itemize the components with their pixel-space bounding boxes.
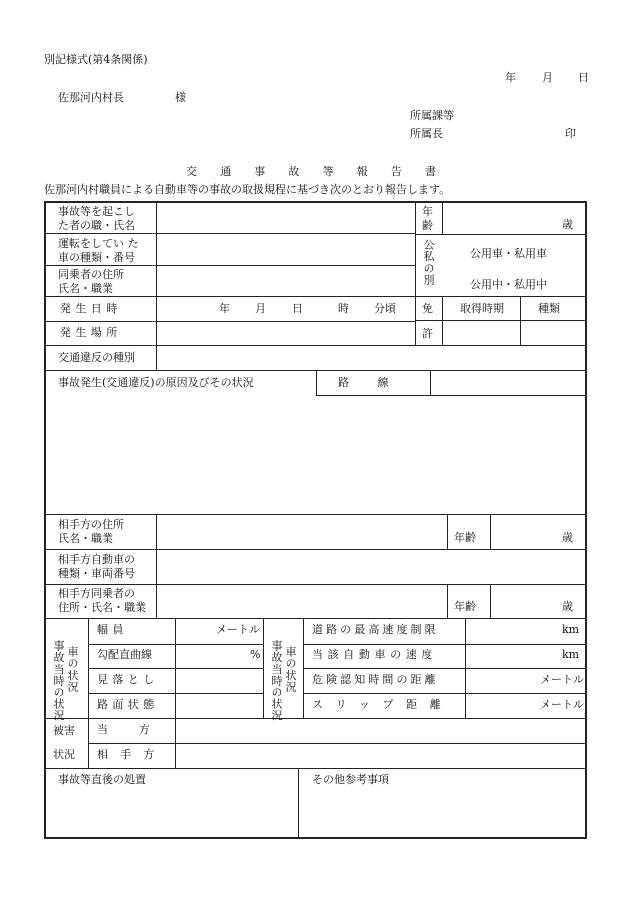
other-notes-field[interactable] [300, 790, 584, 836]
opponent-car-label: 相手方自動車の 種類・車両番号 [58, 553, 135, 580]
after-action-field[interactable] [46, 790, 296, 836]
opponent-passenger-age-unit: 歳 [562, 600, 573, 613]
place-field[interactable] [157, 322, 414, 344]
date-year: 年 [505, 71, 516, 84]
accident-conditions-label-2: 事故当時の状況 [270, 640, 283, 721]
danger-distance-label: 危険認知時間の距離 [312, 673, 439, 686]
cause-field[interactable] [46, 396, 585, 513]
car-conditions-label: 車の状況 [66, 646, 79, 693]
slope-unit: % [250, 648, 261, 661]
damage-label-2: 状況 [53, 748, 75, 761]
license-label-2: 許 [422, 327, 433, 340]
acquired-label: 取得時期 [460, 302, 504, 315]
title-char: 通 [220, 165, 232, 178]
passenger-field[interactable] [157, 266, 414, 296]
damage-other-field[interactable] [176, 744, 585, 767]
vehicle-label: 運転をしてい た 車の種類・番号 [58, 237, 139, 264]
title-char: 報 [356, 165, 368, 178]
surface-label: 路面状態 [97, 698, 159, 711]
max-speed-unit: km [562, 623, 580, 636]
public-private-car[interactable]: 公用車・私用車 [470, 247, 547, 260]
vehicle-field[interactable] [157, 234, 414, 264]
accident-conditions-label: 事故当時の状況 [52, 640, 65, 721]
violation-field[interactable] [157, 346, 585, 369]
addressee: 佐那河内村長 [58, 91, 124, 104]
opponent-age-label: 年齢 [454, 531, 476, 544]
form-title [186, 166, 436, 179]
opponent-age-unit: 歳 [562, 531, 573, 544]
road-width-unit: メートル [216, 623, 260, 636]
opponent-address-label: 相手方の住所 氏名・職業 [58, 518, 124, 545]
violation-label: 交通違反の種別 [58, 351, 135, 364]
damage-label-1: 被害 [53, 724, 75, 737]
other-notes-label: その他参考事項 [312, 773, 389, 786]
dt-hour: 時 [338, 302, 349, 315]
slip-distance-unit: メートル [540, 698, 584, 711]
date-month: 月 [542, 71, 553, 84]
damage-self-field[interactable] [176, 719, 585, 742]
age-label: 年 齢 [422, 205, 433, 232]
dt-day: 日 [292, 302, 303, 315]
dt-month: 月 [255, 302, 266, 315]
title-char: 等 [322, 165, 334, 178]
intro-text: 佐那河内村職員による自動車等の事故の取扱規程に基づき次のとおり報告します。 [44, 183, 451, 196]
form-label: 別記様式(第4条関係) [44, 53, 148, 66]
public-private-label: 公私の別 [422, 239, 435, 286]
addressee-sama: 様 [175, 91, 186, 104]
head-label: 所属長 [410, 127, 443, 140]
road-width-label: 幅員 [97, 623, 128, 636]
title-char: 交 [186, 165, 197, 178]
route-label: 路線 [338, 376, 418, 389]
visibility-label: 見落とし [97, 673, 159, 686]
slope-label: 勾配直曲線 [97, 648, 152, 661]
cause-label: 事故発生(交通違反)の原因及びその状況 [58, 376, 254, 389]
offender-label: 事故等を起こし た者の職・氏名 [58, 205, 135, 232]
datetime-label: 発生日時 [60, 302, 122, 315]
offender-field[interactable] [157, 203, 414, 233]
slip-distance-label: スリップ距離 [312, 698, 454, 711]
damage-other-label: 相手方 [97, 748, 167, 761]
dt-minute: 分頃 [374, 302, 396, 315]
dept-label: 所属課等 [410, 109, 454, 122]
max-speed-label: 道路の最高速度制限 [312, 623, 439, 636]
passenger-label: 同乗者の住所 氏名・職業 [58, 268, 124, 295]
seal-mark: 印 [565, 127, 576, 140]
public-private-duty[interactable]: 公用中・私用中 [470, 278, 547, 291]
title-char: 事 [254, 165, 266, 178]
vehicle-speed-label: 当該自動車の速度 [312, 648, 437, 661]
danger-distance-unit: メートル [540, 673, 584, 686]
place-label: 発生場所 [60, 326, 122, 339]
damage-self-label: 当方 [97, 723, 181, 736]
vehicle-speed-unit: km [562, 648, 580, 661]
age-unit: 歳 [562, 218, 573, 231]
after-action-label: 事故等直後の処置 [58, 773, 146, 786]
title-char: 書 [424, 165, 436, 178]
title-char: 告 [390, 165, 402, 178]
dt-year: 年 [219, 302, 230, 315]
car-conditions-label-2: 車の状況 [284, 646, 297, 693]
kind-label: 種類 [538, 302, 560, 315]
date-day: 日 [578, 71, 589, 84]
opponent-passenger-label: 相手方同乗者の 住所・氏名・職業 [58, 587, 146, 614]
license-label-1: 免 [422, 302, 433, 315]
opponent-passenger-age-label: 年齢 [454, 600, 476, 613]
title-char: 故 [288, 165, 300, 178]
